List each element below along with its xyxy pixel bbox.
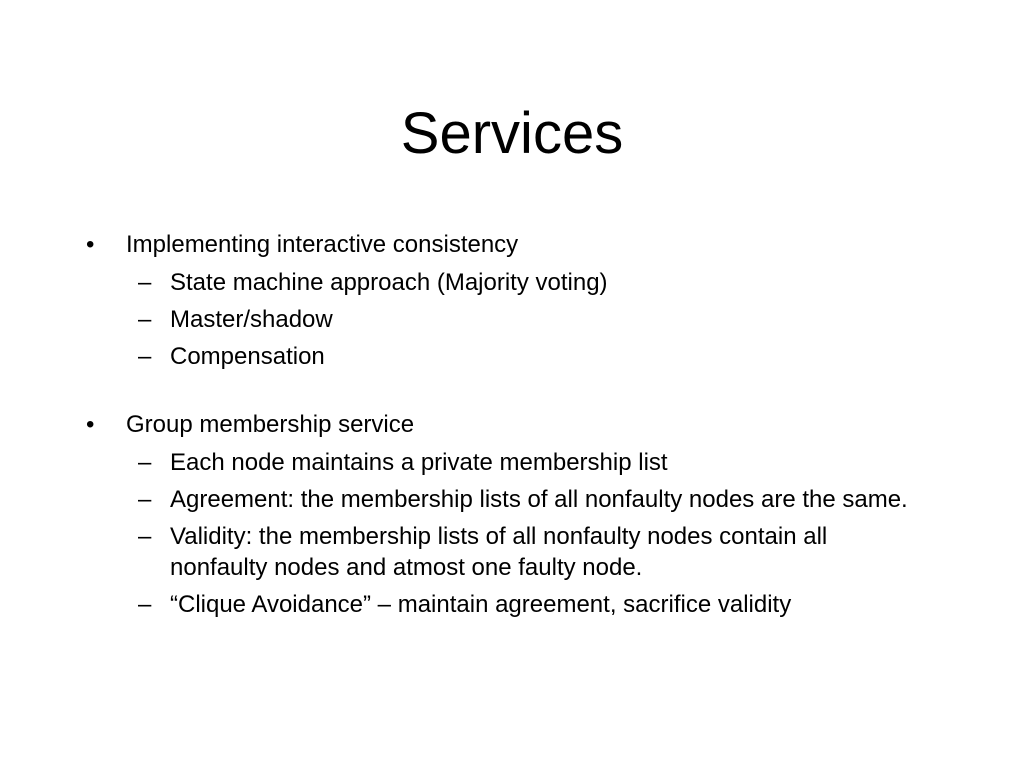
- sub-bullet-marker: –: [138, 449, 152, 476]
- slide-body: [86, 226, 986, 620]
- bullet-text: Implementing interactive consistency: [126, 231, 519, 258]
- sub-bullet-validity: [86, 521, 910, 583]
- bullet-marker: •: [86, 411, 95, 438]
- sub-bullet-private-membership-list: [86, 447, 910, 478]
- sub-bullet-marker: –: [138, 486, 152, 513]
- sub-bullet-text: Each node maintains a private membership list: [170, 449, 668, 476]
- sub-bullet-text: State machine approach (Majority voting): [170, 269, 608, 296]
- sub-bullet-marker: –: [138, 591, 152, 618]
- bullet-implementing-interactive-consistency: [86, 229, 986, 261]
- sub-bullet-text: Agreement: the membership lists of all nonfaulty nodes are the same.: [170, 486, 908, 513]
- group-spacer: [86, 372, 986, 406]
- sub-bullet-text: Master/shadow: [170, 306, 333, 333]
- sub-bullet-clique-avoidance: [86, 589, 910, 620]
- sub-bullet-text: Compensation: [170, 343, 325, 370]
- slide-title: Services: [400, 101, 624, 166]
- sub-bullet-text: “Clique Avoidance” – maintain agreement, sacrifice validity: [170, 591, 792, 618]
- sub-bullet-state-machine: [86, 267, 910, 298]
- sub-bullet-marker: –: [138, 343, 152, 370]
- sub-bullet-text: Validity: the membership lists of all nonfaulty nodes contain all nonfaulty nodes and atmost one faulty node.: [170, 523, 828, 581]
- bullet-text: Group membership service: [126, 411, 415, 438]
- sub-bullet-marker: –: [138, 523, 152, 550]
- bullet-marker: •: [86, 231, 95, 258]
- sub-bullet-agreement: [86, 484, 910, 515]
- sub-bullet-compensation: [86, 341, 910, 372]
- sub-bullet-marker: –: [138, 269, 152, 296]
- bullet-group-membership-service: [86, 409, 986, 441]
- sub-bullet-marker: –: [138, 306, 152, 333]
- sub-bullet-master-shadow: [86, 304, 910, 335]
